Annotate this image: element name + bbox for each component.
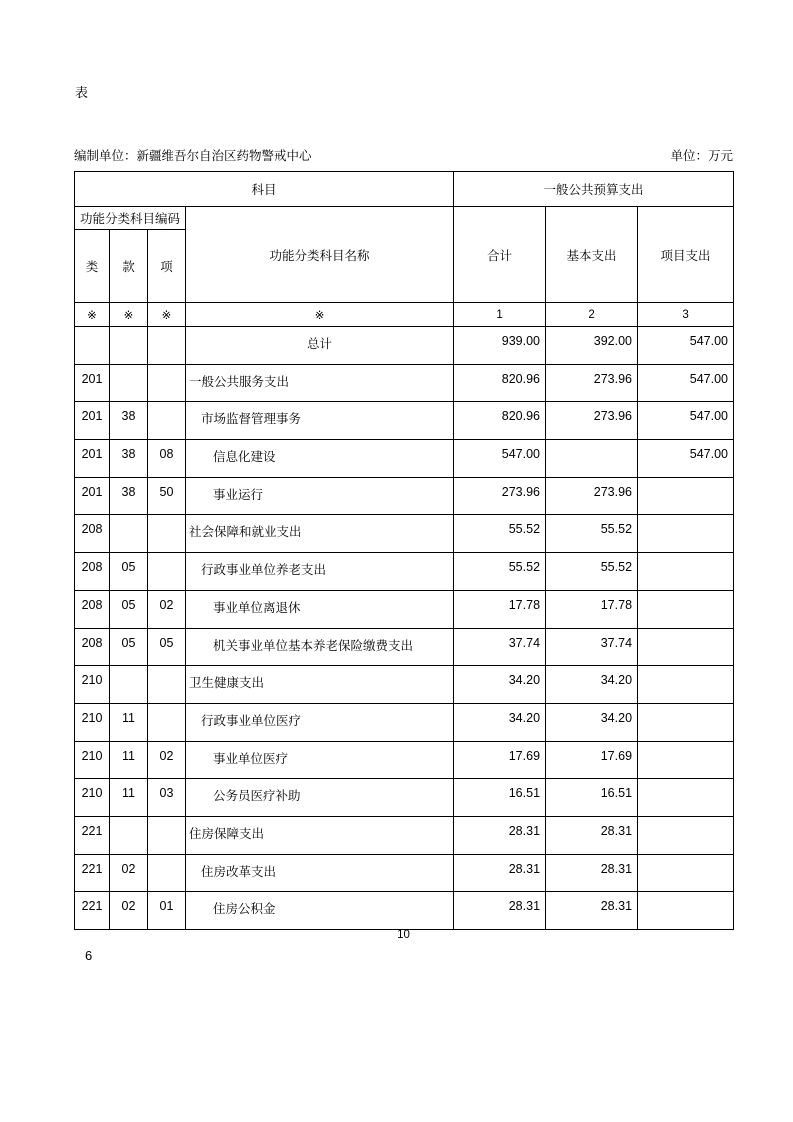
budget-table (74, 171, 734, 930)
code-section-cell: 11 (110, 779, 148, 817)
class-column-header: 类 (75, 230, 110, 303)
total-column-header: 合计 (454, 207, 546, 303)
table-row (75, 741, 734, 779)
budget-table-body (75, 327, 734, 930)
table-row (75, 515, 734, 553)
code-class-cell: 201 (75, 477, 110, 515)
project-value-cell (638, 892, 734, 930)
basic-value-cell: 34.20 (546, 703, 638, 741)
project-value-cell (638, 741, 734, 779)
table-row (75, 477, 734, 515)
header-row-markers (75, 303, 734, 327)
code-section-cell (110, 666, 148, 704)
total-value-cell: 17.69 (454, 741, 546, 779)
subject-name-cell: 住房保障支出 (186, 816, 454, 854)
code-class-cell: 221 (75, 816, 110, 854)
project-value-cell (638, 666, 734, 704)
subject-name-cell: 住房改革支出 (186, 854, 454, 892)
table-row (75, 703, 734, 741)
basic-value-cell: 55.52 (546, 515, 638, 553)
budget-table-header (75, 172, 734, 327)
basic-value-cell: 273.96 (546, 477, 638, 515)
subject-group-header: 科目 (75, 172, 454, 207)
total-value-cell: 16.51 (454, 779, 546, 817)
column-index-cell: 2 (546, 303, 638, 327)
code-section-cell: 05 (110, 590, 148, 628)
code-class-cell: 208 (75, 590, 110, 628)
basic-value-cell: 28.31 (546, 854, 638, 892)
code-class-cell: 208 (75, 628, 110, 666)
subject-name-cell: 一般公共服务支出 (186, 364, 454, 402)
project-value-cell (638, 477, 734, 515)
code-section-cell: 11 (110, 741, 148, 779)
code-item-cell: 50 (148, 477, 186, 515)
subject-name-cell: 行政事业单位医疗 (186, 703, 454, 741)
unit-note-label: 单位：万元 (670, 149, 733, 163)
code-section-cell: 38 (110, 477, 148, 515)
table-row (75, 628, 734, 666)
project-value-cell (638, 590, 734, 628)
code-section-cell (110, 515, 148, 553)
code-section-cell (110, 364, 148, 402)
total-value-cell: 17.78 (454, 590, 546, 628)
basic-value-cell: 55.52 (546, 553, 638, 591)
code-item-cell (148, 402, 186, 440)
code-class-cell: 208 (75, 515, 110, 553)
total-value-cell: 28.31 (454, 892, 546, 930)
subject-name-cell: 住房公积金 (186, 892, 454, 930)
code-group-header: 功能分类科目编码 (75, 207, 186, 230)
code-item-cell: 08 (148, 440, 186, 478)
basic-value-cell: 392.00 (546, 327, 638, 365)
total-value-cell: 34.20 (454, 666, 546, 704)
table-row (75, 590, 734, 628)
basic-value-cell: 273.96 (546, 402, 638, 440)
code-class-cell: 210 (75, 741, 110, 779)
code-item-cell (148, 854, 186, 892)
subject-name-cell: 事业运行 (186, 477, 454, 515)
table-meta-line (74, 146, 733, 164)
code-section-cell: 02 (110, 892, 148, 930)
code-class-cell: 210 (75, 703, 110, 741)
total-value-cell: 273.96 (454, 477, 546, 515)
project-value-cell (638, 779, 734, 817)
marker-cell: ※ (148, 303, 186, 327)
project-value-cell: 547.00 (638, 402, 734, 440)
code-class-cell: 201 (75, 440, 110, 478)
basic-value-cell: 17.78 (546, 590, 638, 628)
code-class-cell: 208 (75, 553, 110, 591)
total-value-cell: 939.00 (454, 327, 546, 365)
subject-name-cell: 总计 (186, 327, 454, 365)
marker-cell: ※ (75, 303, 110, 327)
header-row-code-group (75, 207, 734, 230)
code-item-cell: 05 (148, 628, 186, 666)
subject-name-cell: 信息化建设 (186, 440, 454, 478)
basic-value-cell: 273.96 (546, 364, 638, 402)
code-section-cell: 38 (110, 402, 148, 440)
subject-name-cell: 社会保障和就业支出 (186, 515, 454, 553)
total-value-cell: 55.52 (454, 553, 546, 591)
section-column-header: 款 (110, 230, 148, 303)
code-section-cell: 05 (110, 553, 148, 591)
total-value-cell: 820.96 (454, 402, 546, 440)
code-item-cell (148, 816, 186, 854)
column-index-cell: 3 (638, 303, 734, 327)
project-value-cell (638, 703, 734, 741)
subject-name-cell: 市场监督管理事务 (186, 402, 454, 440)
basic-value-cell: 37.74 (546, 628, 638, 666)
code-section-cell (110, 327, 148, 365)
table-row (75, 327, 734, 365)
project-value-cell (638, 628, 734, 666)
marker-cell: ※ (186, 303, 454, 327)
header-row-groups (75, 172, 734, 207)
code-section-cell (110, 816, 148, 854)
table-row (75, 816, 734, 854)
basic-column-header: 基本支出 (546, 207, 638, 303)
table-row (75, 553, 734, 591)
project-value-cell: 547.00 (638, 440, 734, 478)
total-value-cell: 547.00 (454, 440, 546, 478)
subject-name-cell: 行政事业单位养老支出 (186, 553, 454, 591)
code-section-cell: 38 (110, 440, 148, 478)
column-index-cell: 1 (454, 303, 546, 327)
total-value-cell: 820.96 (454, 364, 546, 402)
basic-value-cell: 17.69 (546, 741, 638, 779)
total-value-cell: 34.20 (454, 703, 546, 741)
code-item-cell: 02 (148, 741, 186, 779)
project-value-cell: 547.00 (638, 327, 734, 365)
code-class-cell (75, 327, 110, 365)
subject-name-cell: 事业单位医疗 (186, 741, 454, 779)
basic-value-cell (546, 440, 638, 478)
project-value-cell (638, 854, 734, 892)
code-class-cell: 221 (75, 892, 110, 930)
project-value-cell (638, 816, 734, 854)
name-column-header: 功能分类科目名称 (186, 207, 454, 303)
subject-name-cell: 卫生健康支出 (186, 666, 454, 704)
code-item-cell: 03 (148, 779, 186, 817)
prepared-by-label: 编制单位：新疆维吾尔自治区药物警戒中心 (74, 149, 312, 163)
code-section-cell: 02 (110, 854, 148, 892)
basic-value-cell: 28.31 (546, 892, 638, 930)
table-row (75, 364, 734, 402)
table-row (75, 402, 734, 440)
total-value-cell: 55.52 (454, 515, 546, 553)
table-page-number: 10 (397, 929, 410, 941)
code-class-cell: 210 (75, 666, 110, 704)
code-item-cell (148, 553, 186, 591)
total-value-cell: 28.31 (454, 816, 546, 854)
project-value-cell (638, 553, 734, 591)
code-item-cell (148, 666, 186, 704)
basic-value-cell: 16.51 (546, 779, 638, 817)
marker-cell: ※ (110, 303, 148, 327)
basic-value-cell: 28.31 (546, 816, 638, 854)
code-section-cell: 05 (110, 628, 148, 666)
code-section-cell: 11 (110, 703, 148, 741)
table-row (75, 440, 734, 478)
total-value-cell: 28.31 (454, 854, 546, 892)
code-class-cell: 201 (75, 364, 110, 402)
code-class-cell: 221 (75, 854, 110, 892)
project-column-header: 项目支出 (638, 207, 734, 303)
project-value-cell (638, 515, 734, 553)
project-value-cell: 547.00 (638, 364, 734, 402)
subject-name-cell: 机关事业单位基本养老保险缴费支出 (186, 628, 454, 666)
code-item-cell: 02 (148, 590, 186, 628)
code-item-cell: 01 (148, 892, 186, 930)
table-row (75, 892, 734, 930)
table-row (75, 779, 734, 817)
total-value-cell: 37.74 (454, 628, 546, 666)
table-row (75, 666, 734, 704)
subject-name-cell: 事业单位离退休 (186, 590, 454, 628)
basic-value-cell: 34.20 (546, 666, 638, 704)
table-row (75, 854, 734, 892)
page-number: 6 (85, 948, 93, 963)
budget-group-header: 一般公共预算支出 (454, 172, 734, 207)
subject-name-cell: 公务员医疗补助 (186, 779, 454, 817)
code-class-cell: 201 (75, 402, 110, 440)
code-item-cell (148, 364, 186, 402)
code-class-cell: 210 (75, 779, 110, 817)
code-item-cell (148, 703, 186, 741)
code-item-cell (148, 327, 186, 365)
code-item-cell (148, 515, 186, 553)
item-column-header: 项 (148, 230, 186, 303)
table-corner-label: 表 (75, 85, 89, 100)
